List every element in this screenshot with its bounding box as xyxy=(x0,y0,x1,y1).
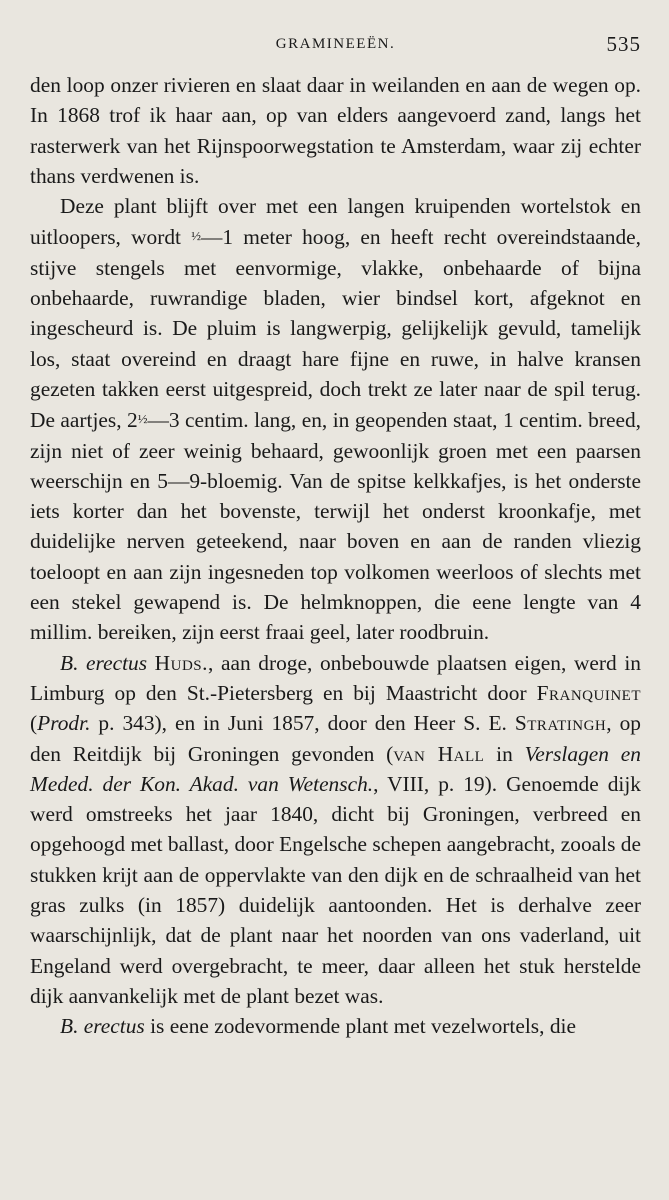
fraction-half: ½ xyxy=(191,228,201,244)
paragraph-2-text-c: —3 centim. lang, en, in geopenden staat, 1 centim. breed, zijn niet of zeer weinig behaard, gewoonlijk groen met een paarsen weerschijn en 5—9-bloemig. Van de spitse kelkkafjes, is het onderste iets korter dan het bovenste, terwijl het onderst kroonkafje, met duidelijke nerven geteekend, naar boven en aan de randen vliezig toeloopt en aan zijn ingesneden top volkomen weerloos of slechts met een stekel gewapend is. De helmknoppen, die eene lengte van 4 millim. bereiken, zijn eerst fraai geel, later roodbruin. xyxy=(30,408,641,645)
paragraph-3-text-d: , op den Reitdijk bij Groningen gevonden ( xyxy=(30,711,641,766)
paragraph-2 xyxy=(30,191,641,647)
paragraph-4-text: is eene zodevormende plant met vezelwortels, die xyxy=(144,1014,576,1039)
paragraph-2-text-b: —1 meter hoog, en heeft recht overeindstaande, stijve stengels met eenvormige, vlakke, onbehaarde of bijna onbehaarde, ruwrandige bladen, wier bindsel kort, afgeknot en ingescheurd is. De pluim is langwerpig, gelijkelijk gevuld, tamelijk los, staat overeind en draagt hare fijne en ruwe, in halve kransen gezeten takken eerst uitgespreid, doch trekt ze later naar de spil terug. De aartjes, 2 xyxy=(30,225,641,433)
paragraph-3-text-a: , aan droge, onbebouwde plaatsen eigen, werd in Limburg op den St.-Pietersberg en bij Maastricht door xyxy=(30,650,641,705)
paragraph-1-text: den loop onzer rivieren en slaat daar in weilanden en aan de wegen op. In 1868 trof ik haar aan, op van elders aangevoerd zand, langs het rasterwerk van het Rijnspoorwegstation te Amsterdam, waar zij echter thans verdwenen is. xyxy=(30,73,641,188)
citation-title: Verslagen en Meded. der Kon. Akad. van Wetensch. xyxy=(30,741,641,796)
paragraph-3-text-f: , VIII, p. 19). Genoemde dijk werd omstreeks het jaar 1840, dicht bij Groningen, verbreed en opgehoogd met ballast, door Engelsche schepen aangebracht, zooals de stukken krijt aan de oppervlakte van den dijk en de schraalheid van het gras zulks (in 1857) duidelijk aantoonden. Het is derhalve zeer waarschijnlijk, dat de plant naar het noorden van ons vaderland, uit Engeland werd overgebracht, te meer, daar alleen het stuk herstelde dijk aanvankelijk met de plant bezet was. xyxy=(30,771,641,1008)
person-name: Franquinet xyxy=(536,680,641,705)
paragraph-2-text-a: Deze plant blijft over met een langen kruipenden wortelstok en uitloopers, wordt xyxy=(30,194,641,250)
paragraph-3-text-c: p. 343), en in Juni 1857, door den Heer S. E. xyxy=(90,711,515,736)
paragraph-3-text-e: in xyxy=(484,741,525,766)
page-header xyxy=(30,30,641,70)
person-name: Stratingh xyxy=(514,711,607,736)
paragraph-4 xyxy=(30,1011,641,1041)
body-text xyxy=(30,70,641,1042)
person-name: van Hall xyxy=(393,741,485,766)
fraction-half: ½ xyxy=(137,411,148,427)
citation-title: Prodr. xyxy=(37,711,91,736)
author-name: Huds. xyxy=(154,650,208,675)
species-name: B. erectus xyxy=(60,650,148,675)
paragraph-3-text-b: ( xyxy=(30,711,38,736)
page-number: 535 xyxy=(606,32,641,56)
paragraph-3 xyxy=(30,648,641,1012)
paragraph-1 xyxy=(30,70,641,191)
species-name: B. erectus xyxy=(60,1014,145,1039)
running-title: GRAMINEEËN. xyxy=(275,36,396,52)
